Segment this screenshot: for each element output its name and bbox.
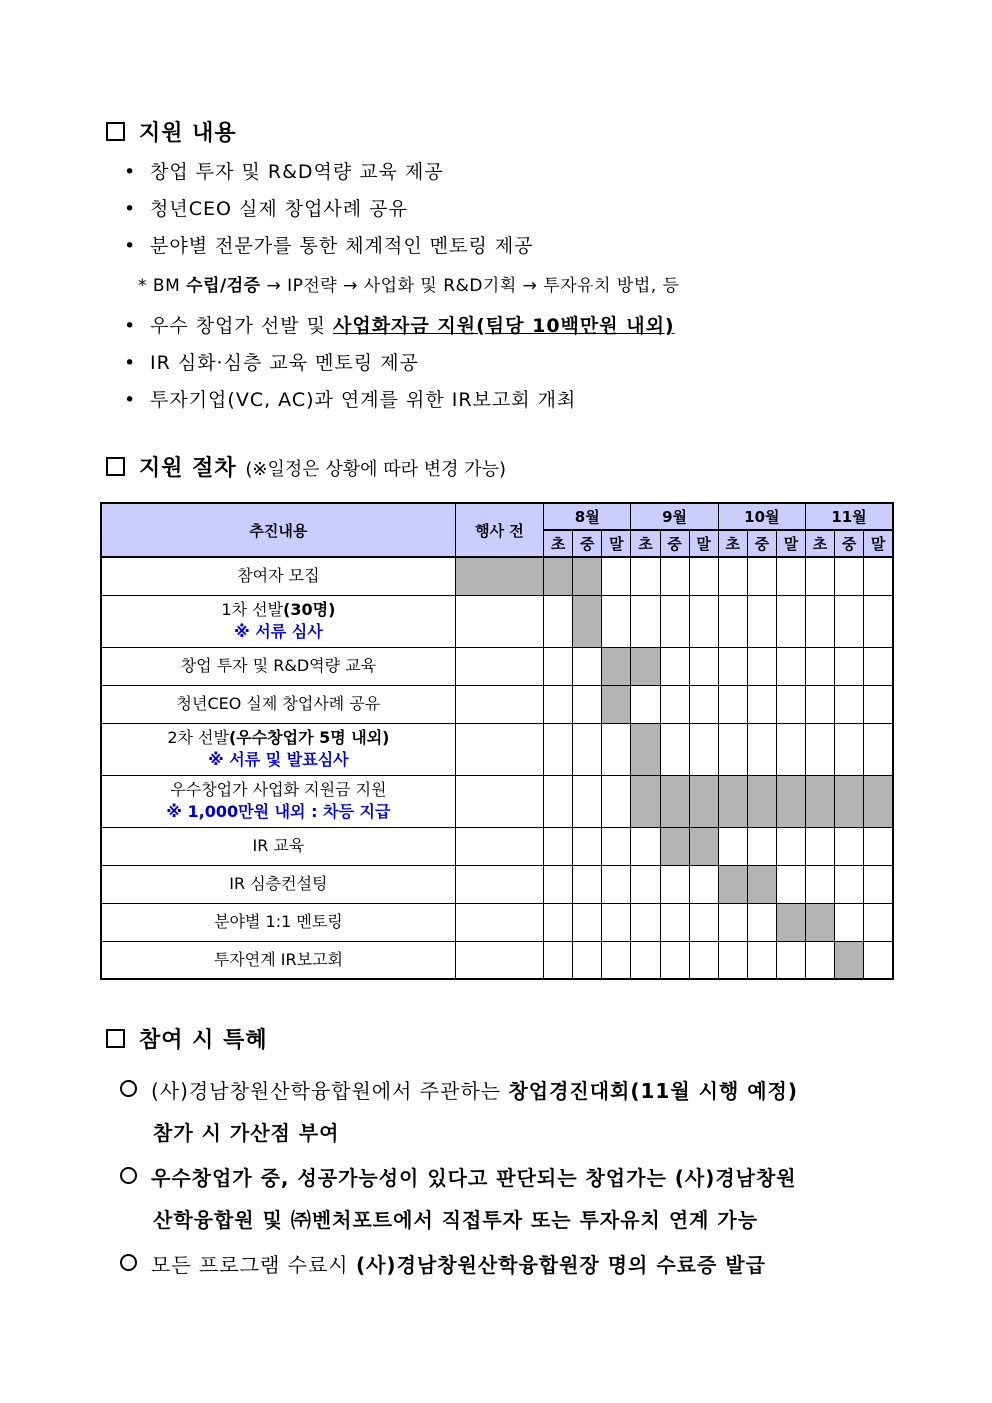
schedule-cell — [573, 775, 602, 827]
schedule-cell — [776, 827, 805, 865]
header-period: 말 — [602, 530, 631, 557]
schedule-cell — [864, 723, 893, 775]
benefit-text: 우수창업가 중, 성공가능성이 있다고 판단되는 창업가는 (사)경남창원 — [151, 1166, 797, 1190]
bullet-item — [124, 231, 534, 258]
schedule-cell — [602, 557, 631, 595]
task-note: ※ 서류 심사 — [234, 622, 323, 641]
header-period: 초 — [806, 530, 835, 557]
header-period: 말 — [864, 530, 893, 557]
schedule-cell — [776, 685, 805, 723]
schedule-cell — [776, 557, 805, 595]
task-text: 우수창업가 사업화 지원금 지원 — [170, 780, 387, 799]
schedule-cell — [573, 827, 602, 865]
schedule-cell — [718, 557, 747, 595]
schedule-cell-active — [631, 647, 660, 685]
header-period: 중 — [747, 530, 776, 557]
schedule-cell — [455, 865, 543, 903]
schedule-cell — [602, 595, 631, 647]
schedule-row — [101, 595, 893, 647]
bullet-text: 분야별 전문가를 통한 체계적인 멘토링 제공 — [150, 235, 534, 257]
schedule-cell — [718, 903, 747, 941]
schedule-cell — [776, 723, 805, 775]
schedule-row — [101, 941, 893, 979]
bullet-item — [124, 348, 419, 375]
schedule-cell — [455, 941, 543, 979]
task-line1 — [102, 565, 455, 587]
section-note: (※일정은 상황에 따라 변경 가능) — [245, 459, 507, 480]
schedule-cell — [573, 723, 602, 775]
header-period: 말 — [776, 530, 805, 557]
schedule-cell-active — [602, 647, 631, 685]
circle-bullet-icon — [120, 1254, 137, 1271]
checkbox-square-icon — [106, 1029, 125, 1048]
schedule-row — [101, 775, 893, 827]
task-text: 2차 선발 — [167, 728, 229, 747]
task-text: IR 심층컨설팅 — [229, 874, 328, 893]
benefit-bold-text: (사)경남창원산학융합원장 명의 수료증 발급 — [355, 1253, 766, 1277]
bullet-text: 창업 투자 및 R&D역량 교육 제공 — [150, 161, 444, 183]
schedule-task — [101, 647, 455, 685]
schedule-cell — [806, 557, 835, 595]
schedule-cell — [718, 941, 747, 979]
schedule-cell — [806, 723, 835, 775]
schedule-header-row-months — [101, 503, 893, 530]
schedule-cell-active — [718, 865, 747, 903]
schedule-cell — [544, 865, 573, 903]
task-text: 참여자 모집 — [237, 566, 320, 586]
task-line1 — [102, 949, 455, 971]
schedule-cell — [544, 595, 573, 647]
benefit-item — [120, 1244, 766, 1286]
benefit-item — [120, 1070, 798, 1154]
schedule-cell — [776, 941, 805, 979]
schedule-cell — [747, 685, 776, 723]
schedule-cell — [747, 941, 776, 979]
schedule-cell — [776, 595, 805, 647]
schedule-row — [101, 685, 893, 723]
schedule-task — [101, 685, 455, 723]
schedule-cell — [864, 557, 893, 595]
schedule-cell — [544, 903, 573, 941]
schedule-cell — [835, 865, 864, 903]
schedule-cell — [660, 647, 689, 685]
schedule-cell — [455, 685, 543, 723]
schedule-cell — [631, 557, 660, 595]
schedule-cell-active — [806, 775, 835, 827]
schedule-cell — [864, 941, 893, 979]
schedule-row — [101, 903, 893, 941]
schedule-cell — [544, 723, 573, 775]
schedule-cell — [660, 941, 689, 979]
header-period: 초 — [544, 530, 573, 557]
schedule-cell — [660, 685, 689, 723]
schedule-cell — [689, 903, 718, 941]
schedule-cell-active — [747, 865, 776, 903]
schedule-cell — [806, 827, 835, 865]
schedule-cell — [835, 557, 864, 595]
task-text: 투자연계 IR보고회 — [213, 949, 343, 969]
bullet-item — [124, 194, 408, 221]
header-period: 중 — [835, 530, 864, 557]
benefit-bold-text: 창업경진대회(11월 시행 예정) — [508, 1079, 799, 1103]
header-month: 10월 — [718, 503, 805, 530]
schedule-cell — [660, 865, 689, 903]
schedule-cell — [660, 557, 689, 595]
schedule-cell — [747, 723, 776, 775]
schedule-cell-active — [806, 903, 835, 941]
schedule-cell — [864, 827, 893, 865]
task-text: 분야별 1:1 멘토링 — [214, 912, 343, 931]
task-text: IR 교육 — [252, 836, 305, 855]
task-note: ※ 1,000만원 내외 : 차등 지급 — [166, 802, 391, 821]
schedule-cell — [631, 595, 660, 647]
schedule-cell-active — [455, 557, 543, 595]
schedule-cell — [747, 903, 776, 941]
schedule-cell — [573, 647, 602, 685]
task-line1 — [102, 835, 455, 857]
header-month: 8월 — [544, 503, 631, 530]
section-heading-support-content — [106, 116, 237, 147]
schedule-cell-active — [602, 685, 631, 723]
header-task: 추진내용 — [101, 503, 455, 557]
schedule-task — [101, 595, 455, 647]
schedule-cell — [455, 775, 543, 827]
schedule-cell — [718, 685, 747, 723]
schedule-cell — [835, 685, 864, 723]
schedule-cell — [806, 647, 835, 685]
task-line1 — [102, 655, 455, 677]
schedule-cell — [864, 685, 893, 723]
bullet-text: 청년CEO 실제 창업사례 공유 — [150, 198, 408, 220]
schedule-cell — [806, 941, 835, 979]
schedule-cell — [602, 827, 631, 865]
schedule-cell-active — [573, 557, 602, 595]
schedule-task — [101, 903, 455, 941]
schedule-row — [101, 827, 893, 865]
bullet-item — [124, 385, 576, 412]
schedule-cell — [864, 865, 893, 903]
header-month: 11월 — [806, 503, 894, 530]
benefit-text: 모든 프로그램 수료시 — [151, 1253, 349, 1277]
schedule-cell — [747, 595, 776, 647]
schedule-cell — [835, 595, 864, 647]
schedule-cell-active — [776, 903, 805, 941]
schedule-task — [101, 775, 455, 827]
schedule-cell — [689, 865, 718, 903]
schedule-cell-active — [835, 775, 864, 827]
bullet-dot-icon: • — [124, 161, 137, 183]
schedule-cell — [544, 647, 573, 685]
task-bold-text: (우수창업가 5명 내외) — [228, 728, 390, 747]
benefit-text-continued: 참가 시 가산점 부여 — [153, 1121, 340, 1145]
sub-note-bold: 수립/검증 — [186, 276, 261, 296]
schedule-cell — [835, 903, 864, 941]
bullet-text: IR 심화·심층 교육 멘토링 제공 — [150, 352, 419, 374]
bullet-dot-icon: • — [124, 315, 137, 337]
task-line1 — [102, 599, 455, 621]
schedule-cell — [573, 685, 602, 723]
circle-bullet-icon — [120, 1080, 137, 1097]
schedule-cell — [806, 865, 835, 903]
schedule-cell — [806, 685, 835, 723]
bullet-dot-icon: • — [124, 235, 137, 257]
schedule-cell — [689, 595, 718, 647]
schedule-cell-active — [864, 775, 893, 827]
schedule-cell — [631, 865, 660, 903]
header-period: 중 — [660, 530, 689, 557]
schedule-cell-active — [573, 595, 602, 647]
header-period: 초 — [631, 530, 660, 557]
schedule-cell — [864, 647, 893, 685]
schedule-cell — [776, 865, 805, 903]
task-text: 1차 선발 — [221, 600, 284, 619]
schedule-cell — [573, 865, 602, 903]
schedule-cell — [602, 775, 631, 827]
header-pre-event: 행사 전 — [455, 503, 543, 557]
schedule-cell — [776, 647, 805, 685]
schedule-cell — [544, 941, 573, 979]
schedule-row — [101, 723, 893, 775]
schedule-task — [101, 827, 455, 865]
schedule-cell — [835, 647, 864, 685]
task-note: ※ 서류 및 발표심사 — [208, 750, 349, 769]
schedule-row — [101, 865, 893, 903]
section-title: 지원 절차 — [139, 456, 237, 481]
checkbox-square-icon — [106, 122, 125, 141]
schedule-cell — [718, 647, 747, 685]
section-title: 지원 내용 — [139, 121, 237, 146]
task-line1 — [102, 911, 455, 933]
schedule-cell — [455, 827, 543, 865]
schedule-cell — [864, 595, 893, 647]
schedule-cell-active — [544, 557, 573, 595]
schedule-cell-active — [631, 775, 660, 827]
schedule-cell — [660, 723, 689, 775]
task-text: 창업 투자 및 R&D역량 교육 — [180, 656, 377, 675]
schedule-cell — [602, 723, 631, 775]
schedule-cell — [631, 941, 660, 979]
checkbox-square-icon — [106, 457, 125, 476]
benefit-item — [120, 1157, 797, 1241]
task-text: 청년CEO 실제 창업사례 공유 — [176, 694, 381, 713]
bullet-dot-icon: • — [124, 389, 137, 411]
benefit-text-continued: 산학융합원 및 ㈜벤처포트에서 직접투자 또는 투자유치 연계 가능 — [153, 1208, 759, 1232]
schedule-cell — [718, 723, 747, 775]
schedule-cell — [747, 647, 776, 685]
schedule-cell — [689, 941, 718, 979]
header-period: 중 — [573, 530, 602, 557]
task-line1 — [102, 873, 455, 895]
schedule-cell — [544, 827, 573, 865]
bullet-text: 투자기업(VC, AC)과 연계를 위한 IR보고회 개최 — [150, 389, 577, 411]
schedule-cell — [573, 941, 602, 979]
schedule-cell-active — [631, 723, 660, 775]
schedule-cell — [631, 685, 660, 723]
schedule-cell-active — [835, 941, 864, 979]
task-line1 — [102, 727, 455, 749]
schedule-cell — [455, 903, 543, 941]
schedule-task — [101, 941, 455, 979]
schedule-cell-active — [747, 775, 776, 827]
schedule-cell — [689, 557, 718, 595]
schedule-cell — [660, 595, 689, 647]
task-line1 — [102, 779, 455, 801]
schedule-cell-active — [689, 827, 718, 865]
schedule-row — [101, 647, 893, 685]
section-heading-benefits — [106, 1023, 268, 1054]
sub-note — [138, 271, 679, 296]
schedule-cell — [864, 903, 893, 941]
schedule-cell-active — [689, 775, 718, 827]
task-bold-text: (30명) — [283, 600, 336, 619]
sub-note-prefix: * BM — [138, 276, 181, 296]
bullet-text: 우수 창업가 선발 및 — [150, 315, 326, 337]
header-period: 초 — [718, 530, 747, 557]
schedule-cell — [689, 647, 718, 685]
schedule-cell — [660, 903, 689, 941]
schedule-cell — [602, 941, 631, 979]
schedule-cell — [835, 827, 864, 865]
schedule-cell — [455, 595, 543, 647]
schedule-cell — [544, 685, 573, 723]
schedule-cell-active — [776, 775, 805, 827]
benefit-text: (사)경남창원산학융합원에서 주관하는 — [151, 1079, 502, 1103]
schedule-cell — [835, 723, 864, 775]
schedule-cell — [689, 723, 718, 775]
schedule-cell — [602, 903, 631, 941]
schedule-task — [101, 557, 455, 595]
section-title: 참여 시 특혜 — [139, 1028, 268, 1053]
schedule-cell-active — [718, 775, 747, 827]
schedule-cell — [602, 865, 631, 903]
schedule-cell — [455, 723, 543, 775]
sub-note-rest: → IP전략 → 사업화 및 R&D기획 → 투자유치 방법, 등 — [266, 276, 680, 296]
schedule-cell — [718, 827, 747, 865]
schedule-task — [101, 865, 455, 903]
bullet-item — [124, 157, 444, 184]
schedule-cell — [747, 557, 776, 595]
schedule-table — [100, 502, 894, 980]
section-heading-support-procedure — [106, 451, 506, 482]
schedule-cell — [631, 903, 660, 941]
schedule-cell — [544, 775, 573, 827]
header-period: 말 — [689, 530, 718, 557]
bullet-dot-icon: • — [124, 198, 137, 220]
schedule-task — [101, 723, 455, 775]
schedule-cell — [573, 903, 602, 941]
schedule-cell — [455, 647, 543, 685]
task-line1 — [102, 693, 455, 715]
schedule-row — [101, 557, 893, 595]
schedule-cell — [689, 685, 718, 723]
schedule-cell-active — [660, 827, 689, 865]
header-month: 9월 — [631, 503, 718, 530]
bullet-item-award — [124, 311, 675, 338]
circle-bullet-icon — [120, 1167, 137, 1184]
schedule-cell — [747, 827, 776, 865]
schedule-cell-active — [660, 775, 689, 827]
schedule-cell — [718, 595, 747, 647]
bullet-underlined-text: 사업화자금 지원(팀당 10백만원 내외) — [333, 315, 675, 337]
schedule-cell — [806, 595, 835, 647]
schedule-cell — [631, 827, 660, 865]
bullet-dot-icon: • — [124, 352, 137, 374]
